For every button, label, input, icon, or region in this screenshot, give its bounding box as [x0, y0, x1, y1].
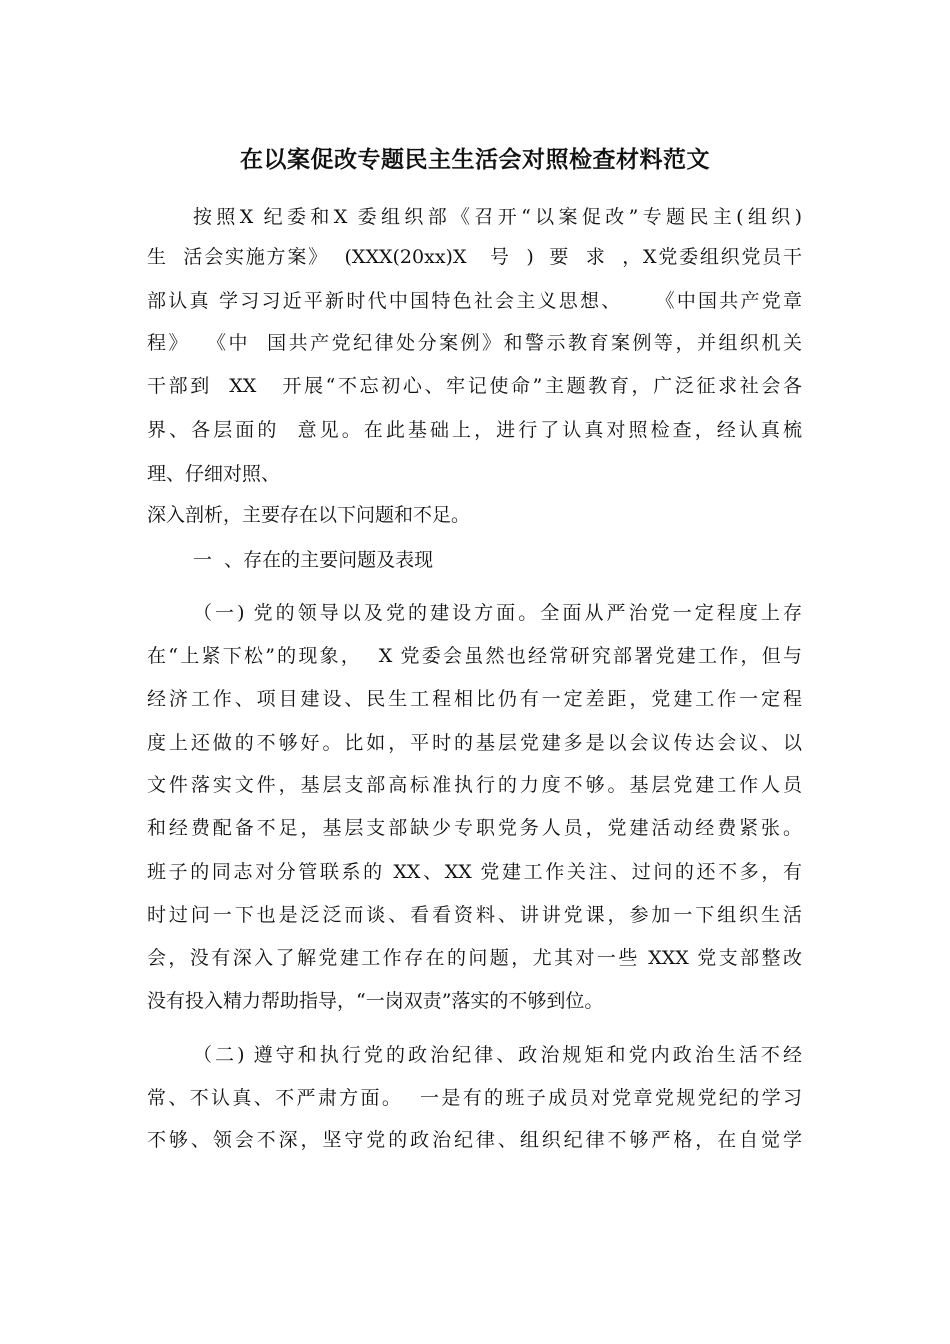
text-line: 在“上紧下松”的现象， X 党委会虽然也经常研究部署党建工作，但与: [147, 645, 802, 667]
text-line: 界、各层面的 意见。在此基础上，进行了认真对照检查，经认真梳: [147, 419, 802, 441]
text-line: 经济工作、项目建设、民生工程相比仍有一定差距，党建工作一定程: [147, 688, 802, 710]
text-line: 按照X 纪委和X 委组织部《召开“以案促改”专题民主(组织): [193, 206, 802, 228]
text-line: 部认真 学习习近平新时代中国特色社会主义思想、 《中国共产党章: [147, 290, 802, 312]
text-line: 程》 《中 国共产党纪律处分案例》和警示教育案例等，并组织机关: [147, 332, 802, 354]
text-line: 和经费配备不足，基层支部缺少专职党务人员，党建活动经费紧张。: [147, 817, 802, 839]
text-line: 干部到 XX 开展“不忘初心、牢记使命”主题教育，广泛征求社会各: [147, 375, 802, 397]
text-line: （一) 党的领导以及党的建设方面。全面从严治党一定程度上存: [193, 602, 802, 624]
text-line: 没有投入精力帮助指导，“一岗双责”落实的不够到位。: [147, 990, 604, 1012]
text-line: 时过问一下也是泛泛而谈、看看资料、讲讲党课，参加一下组织生活: [147, 904, 802, 926]
text-line: 文件落实文件，基层支部高标准执行的力度不够。基层党建工作人员: [147, 774, 802, 796]
text-line: 生 活会实施方案》 (XXX(20xx)X 号 ) 要 求 ，X党委组织党员干: [147, 246, 802, 268]
text-line: 不够、领会不深，坚守党的政治纪律、组织纪律不够严格，在自觉学: [147, 1129, 802, 1151]
text-line: 理、仔细对照、: [147, 463, 281, 485]
text-line: 会，没有深入了解党建工作存在的问题，尤其对一些 XXX 党支部整改: [147, 947, 802, 969]
text-line: 深入剖析，主要存在以下问题和不足。: [147, 504, 471, 526]
text-line: 度上还做的不够好。比如，平时的基层党建多是以会议传达会议、以: [147, 732, 802, 754]
text-line: （二) 遵守和执行党的政治纪律、政治规矩和党内政治生活不经: [193, 1044, 802, 1066]
section-heading-text: 一 、存在的主要问题及表现: [193, 549, 434, 571]
text-line: 班子的同志对分管联系的 XX、XX 党建工作关注、过问的还不多，有: [147, 861, 802, 883]
text-line: 常、不认真、不严肃方面。 一是有的班子成员对党章党规党纪的学习: [147, 1087, 802, 1109]
document-title: 在以案促改专题民主生活会对照检查材料范文: [240, 147, 710, 173]
